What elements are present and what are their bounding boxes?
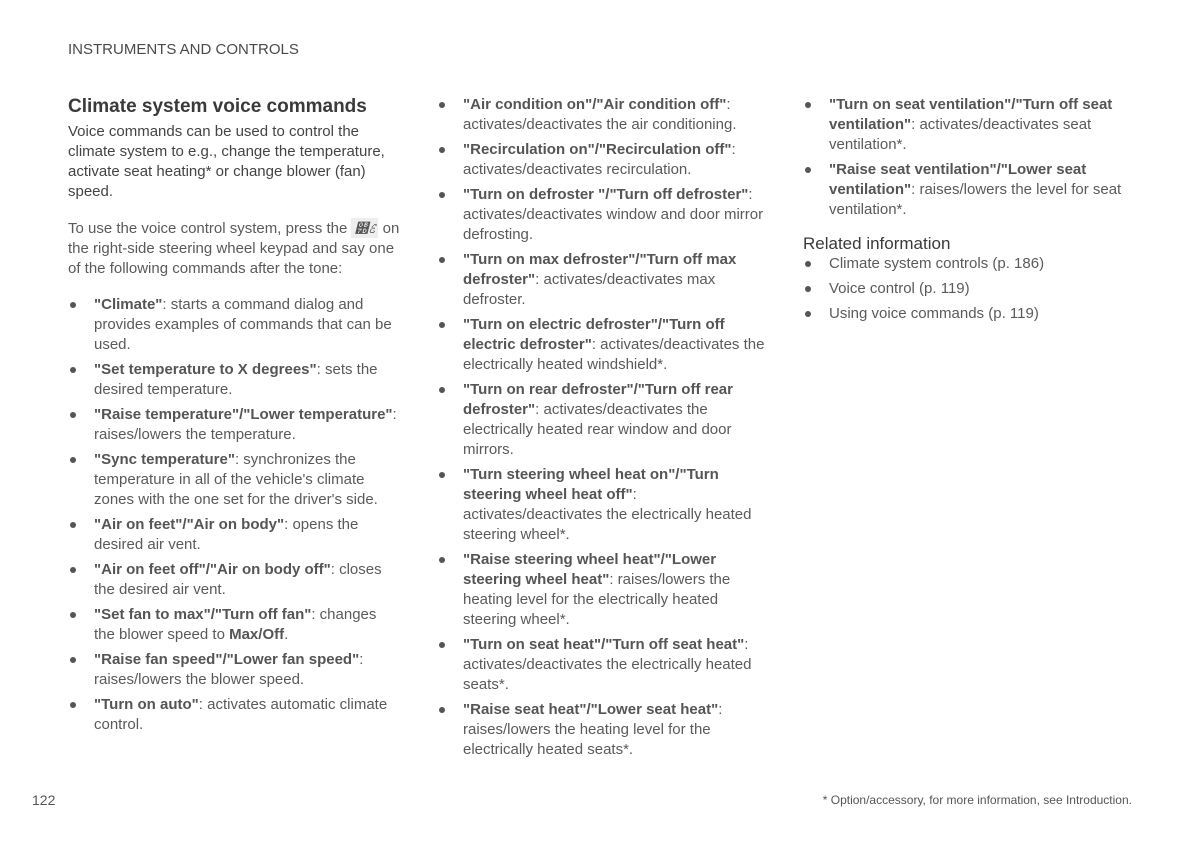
- command-item: [68, 605, 400, 645]
- command-list-3: [803, 95, 1138, 220]
- command-description: : sets the desired temperature.: [94, 361, 378, 398]
- command-item: [803, 95, 1138, 155]
- page-title: Climate system voice commands: [68, 96, 367, 117]
- column-1: [68, 95, 400, 740]
- related-link[interactable]: Using voice commands (p. 119): [803, 304, 1138, 324]
- related-link[interactable]: Climate system controls (p. 186): [803, 254, 1138, 274]
- command-item: [68, 450, 400, 510]
- command-phrase: "Turn on defroster "/"Turn off defroster": [463, 186, 749, 203]
- usage-paragraph: [68, 218, 400, 279]
- related-information-heading: Related information: [803, 234, 951, 253]
- command-description: : synchronizes the temperature in all of the vehicle's climate zones with the one set for the driver's side.: [94, 451, 378, 508]
- command-phrase: "Set temperature to X degrees": [94, 361, 317, 378]
- command-description: : activates/deactivates max defroster.: [463, 271, 716, 308]
- command-item: [68, 650, 400, 690]
- related-links: [803, 254, 1138, 324]
- command-item: [803, 160, 1138, 220]
- command-phrase: "Air on feet"/"Air on body": [94, 516, 285, 533]
- command-item: [68, 515, 400, 555]
- command-item: [68, 360, 400, 400]
- command-phrase: "Recirculation on"/"Recirculation off": [463, 141, 732, 158]
- command-description: : activates/deactivates the electrically heated windshield*.: [463, 336, 765, 373]
- command-phrase: "Air condition on"/"Air condition off": [463, 96, 727, 113]
- command-phrase: "Climate": [94, 296, 163, 313]
- command-description: : activates/deactivates the electrically heated seats*.: [463, 636, 752, 693]
- command-description: : raises/lowers the temperature.: [94, 406, 397, 443]
- command-item: [68, 295, 400, 355]
- command-phrase: "Turn on seat heat"/"Turn off seat heat": [463, 636, 745, 653]
- command-description: : closes the desired air vent.: [94, 561, 382, 598]
- command-description: : raises/lowers the heating level for the electrically heated seats*.: [463, 701, 723, 758]
- command-phrase: "Set fan to max"/"Turn off fan": [94, 606, 312, 623]
- intro-paragraph: Voice commands can be used to control the climate system to e.g., change the temperature, activate seat heating* or change blower (fan) speed.: [68, 123, 385, 200]
- command-phrase: "Raise steering wheel heat"/"Lower steering wheel heat": [463, 551, 717, 588]
- column-2: [437, 95, 772, 765]
- page-number: 122: [32, 792, 56, 808]
- command-item: [437, 465, 772, 545]
- command-item: [437, 315, 772, 375]
- command-phrase: "Turn on auto": [94, 696, 199, 713]
- footnote: * Option/accessory, for more information, see Introduction.: [822, 793, 1132, 807]
- command-item: [437, 635, 772, 695]
- command-item: [68, 405, 400, 445]
- command-item: [68, 695, 400, 735]
- usage-text-before: To use the voice control system, press the: [68, 220, 348, 237]
- command-description: : opens the desired air vent.: [94, 516, 359, 553]
- command-phrase: "Turn on max defroster"/"Turn off max defroster": [463, 251, 737, 288]
- command-item: [437, 95, 772, 135]
- related-link[interactable]: Voice control (p. 119): [803, 279, 1138, 299]
- command-description: : activates automatic climate control.: [94, 696, 388, 733]
- command-item: [437, 185, 772, 245]
- command-description: : starts a command dialog and provides examples of commands that can be used.: [94, 296, 392, 353]
- command-phrase: Max/Off: [229, 626, 285, 643]
- command-item: [437, 380, 772, 460]
- command-phrase: "Raise temperature"/"Lower temperature": [94, 406, 393, 423]
- section-header: INSTRUMENTS AND CONTROLS: [68, 41, 299, 58]
- column-3: [803, 95, 1138, 329]
- usage-text-after: on the right-side steering wheel keypad and say one of the following commands after the tone:: [68, 220, 400, 277]
- voice-control-icon: ୽ℰ: [351, 218, 378, 238]
- command-phrase: "Turn steering wheel heat on"/"Turn steering wheel heat off": [463, 466, 719, 503]
- command-item: [437, 250, 772, 310]
- command-phrase: "Turn on electric defroster"/"Turn off electric defroster": [463, 316, 725, 353]
- command-description: : raises/lowers the blower speed.: [94, 651, 364, 688]
- command-item: [437, 550, 772, 630]
- command-list-1: [68, 295, 400, 735]
- command-phrase: "Turn on seat ventilation"/"Turn off seat ventilation": [829, 96, 1113, 133]
- command-description: : activates/deactivates recirculation.: [463, 141, 736, 178]
- command-item: [437, 700, 772, 760]
- command-phrase: "Sync temperature": [94, 451, 235, 468]
- command-phrase: "Raise fan speed"/"Lower fan speed": [94, 651, 360, 668]
- command-description: : activates/deactivates the electrically heated rear window and door mirrors.: [463, 401, 732, 458]
- command-description: : activates/deactivates window and door mirror defrosting.: [463, 186, 764, 243]
- command-description: : raises/lowers the heating level for the electrically heated steering wheel*.: [463, 571, 731, 628]
- command-description: : activates/deactivates seat ventilation*.: [829, 116, 1092, 153]
- command-phrase: "Turn on rear defroster"/"Turn off rear defroster": [463, 381, 733, 418]
- command-description: .: [284, 626, 289, 643]
- command-item: [68, 560, 400, 600]
- command-description: : changes the blower speed to: [94, 606, 377, 643]
- command-phrase: "Air on feet off"/"Air on body off": [94, 561, 331, 578]
- command-description: : raises/lowers the level for seat ventilation*.: [829, 181, 1122, 218]
- command-description: : activates/deactivates the electrically heated steering wheel*.: [463, 486, 752, 543]
- command-description: : activates/deactivates the air conditioning.: [463, 96, 737, 133]
- command-item: [437, 140, 772, 180]
- command-phrase: "Raise seat heat"/"Lower seat heat": [463, 701, 719, 718]
- command-list-2: [437, 95, 772, 760]
- command-phrase: "Raise seat ventilation"/"Lower seat ventilation": [829, 161, 1087, 198]
